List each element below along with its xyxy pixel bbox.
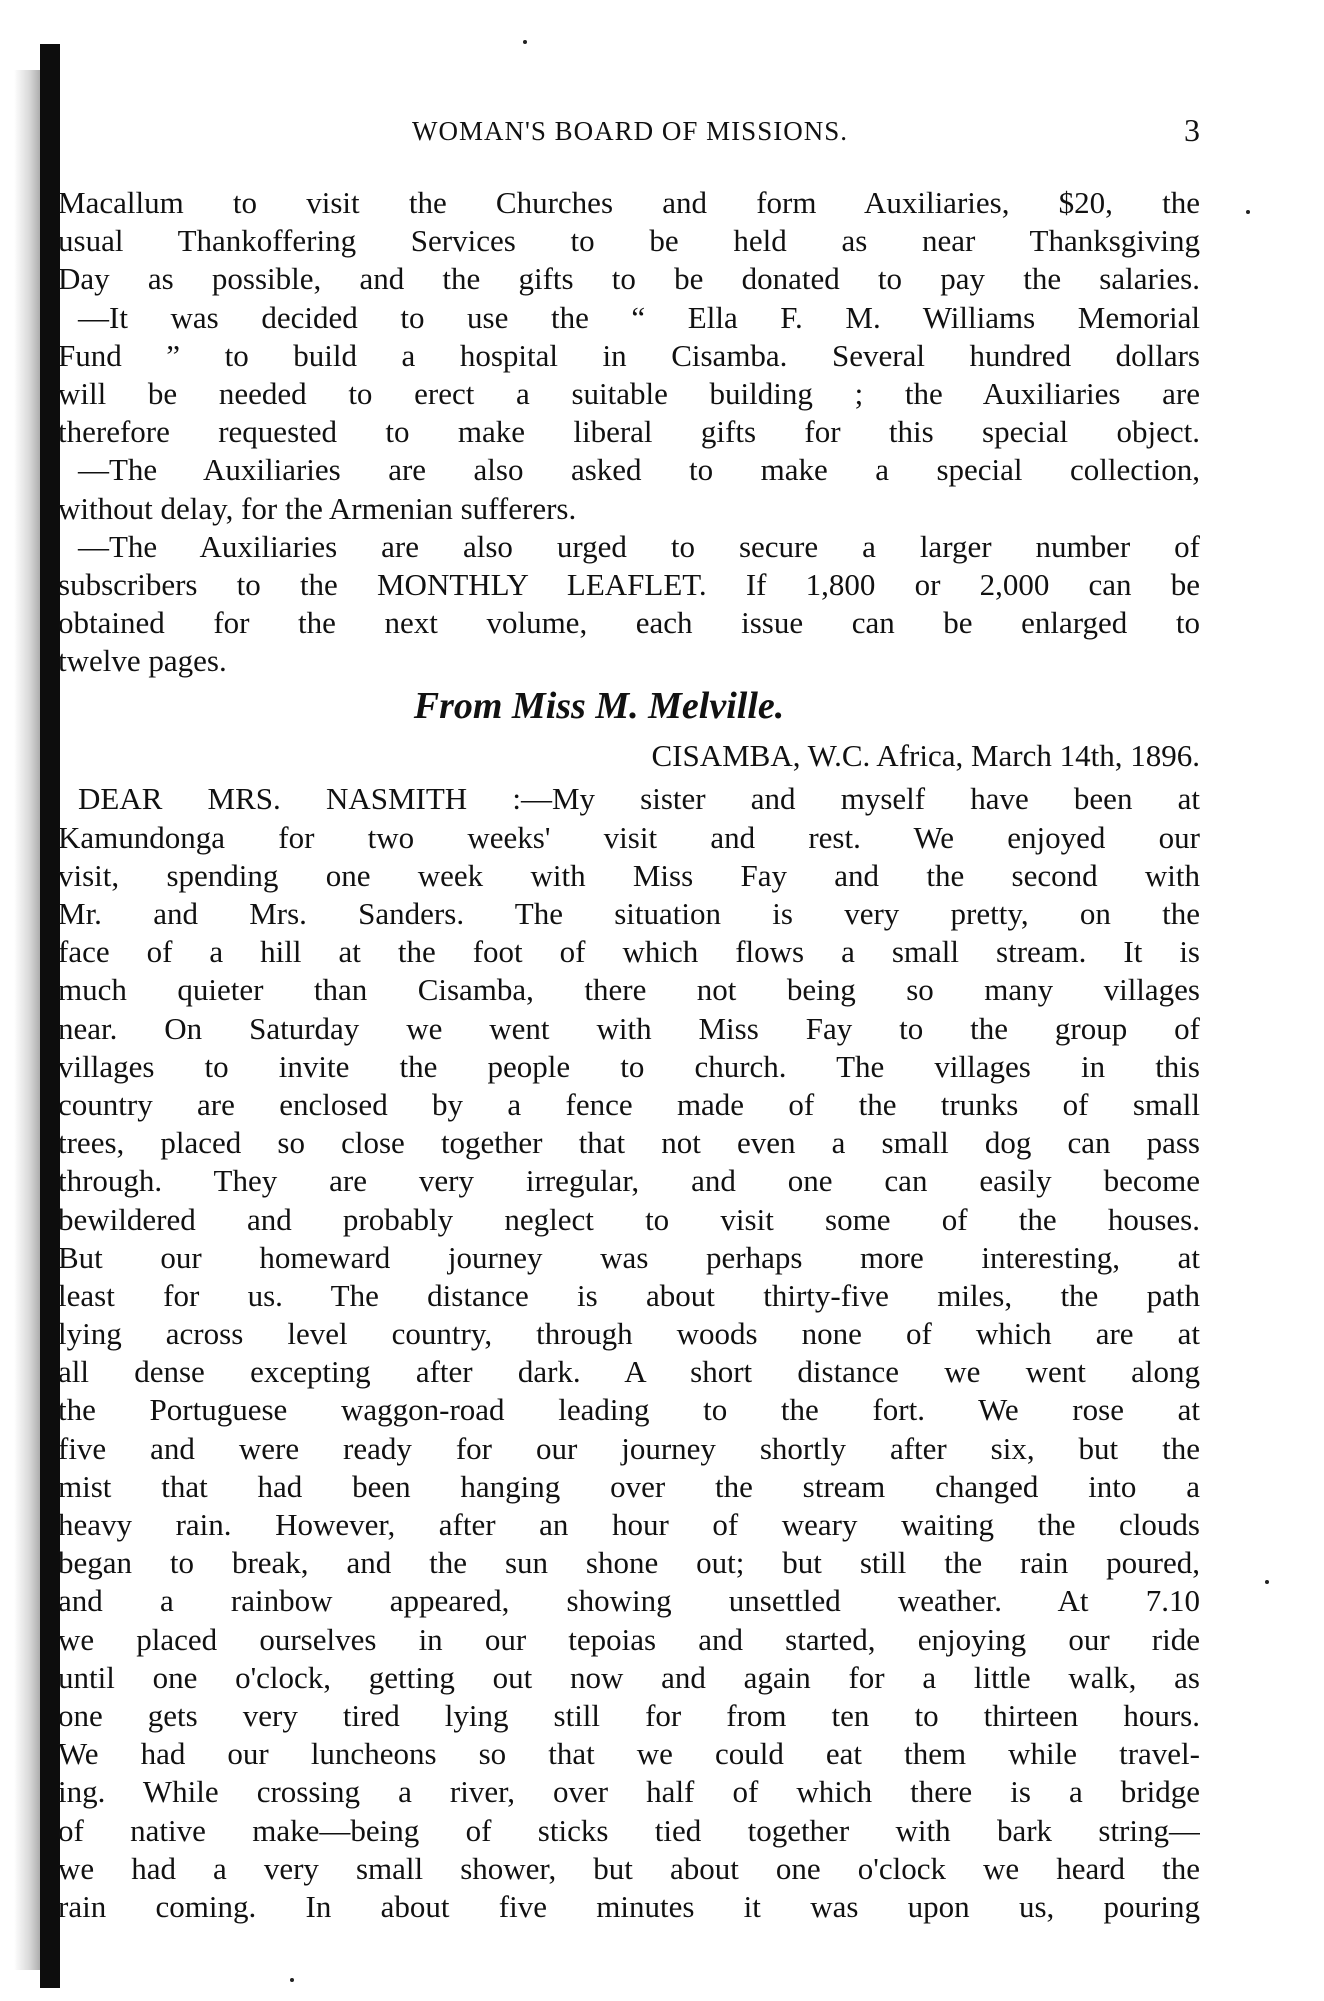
- text-line: —The Auxiliaries are also asked to make a special collection,: [78, 452, 1200, 488]
- text-line: twelve pages.: [58, 643, 227, 679]
- text-line: —The Auxiliaries are also urged to secure a larger number of: [78, 528, 1200, 564]
- text-line: villages to invite the people to church. The villages in this: [58, 1048, 1200, 1084]
- binding-shadow: [14, 70, 40, 1970]
- text-line: trees, placed so close together that not even a small dog can pass: [58, 1125, 1200, 1161]
- text-line: We had our luncheons so that we could eat them while travel-: [58, 1736, 1200, 1772]
- text-line: all dense excepting after dark. A short distance we went along: [58, 1354, 1200, 1390]
- text-line: near. On Saturday we went with Miss Fay to the group of: [58, 1010, 1200, 1046]
- binding-edge: [40, 44, 60, 1988]
- text-line: obtained for the next volume, each issue can be enlarged to: [58, 605, 1200, 641]
- text-line: Mr. and Mrs. Sanders. The situation is very pretty, on the: [58, 896, 1200, 931]
- text-line: without delay, for the Armenian sufferers.: [58, 490, 577, 526]
- text-line: began to break, and the sun shone out; but still the rain poured,: [58, 1545, 1200, 1581]
- text-line: much quieter than Cisamba, there not being so many villages: [58, 972, 1200, 1008]
- text-line: bewildered and probably neglect to visit some of the houses.: [58, 1201, 1200, 1237]
- salutation: DEAR MRS. NASMITH :: [78, 781, 521, 817]
- text-line: Kamundonga for two weeks' visit and rest. We enjoyed our: [58, 819, 1200, 855]
- text-line: we placed ourselves in our tepoias and started, enjoying our ride: [58, 1621, 1200, 1657]
- body-text: [58, 184, 1200, 1926]
- text-line: therefore requested to make liberal gifts for this special object.: [58, 414, 1200, 450]
- text-line: we had a very small shower, but about one o'clock we heard the: [58, 1850, 1200, 1886]
- dateline: CISAMBA, W.C. Africa, March 14th, 1896.: [651, 738, 1200, 774]
- text-line: face of a hill at the foot of which flows a small stream. It is: [58, 934, 1200, 970]
- text-line: until one o'clock, getting out now and again for a little walk, as: [58, 1659, 1200, 1695]
- text-line: the Portuguese waggon-road leading to the fort. We rose at: [58, 1392, 1200, 1428]
- text-line: lying across level country, through woods none of which are at: [58, 1316, 1200, 1352]
- text-line: rain coming. In about five minutes it was upon us, pouring: [58, 1888, 1200, 1924]
- text-line: usual Thankoffering Services to be held as near Thanksgiving: [58, 223, 1200, 259]
- running-head: [60, 112, 1200, 152]
- section-heading: From Miss M. Melville.: [413, 685, 785, 728]
- text-line: and a rainbow appeared, showing unsettled weather. At 7.10: [58, 1583, 1200, 1619]
- text-line: country are enclosed by a fence made of the trunks of small: [58, 1086, 1200, 1122]
- ink-speck: [1246, 210, 1250, 214]
- text-line: Fund ” to build a hospital in Cisamba. Several hundred dollars: [58, 337, 1200, 373]
- letter-opening-line: [58, 780, 1200, 818]
- text-line: five and were ready for our journey shortly after six, but the: [58, 1430, 1200, 1466]
- text-line: through. They are very irregular, and one can easily become: [58, 1163, 1200, 1199]
- text-line: visit, spending one week with Miss Fay and the second with: [58, 857, 1200, 893]
- ink-speck: [523, 40, 527, 44]
- text-line: least for us. The distance is about thirty-five miles, the path: [58, 1277, 1200, 1313]
- running-title: WOMAN'S BOARD OF MISSIONS.: [412, 116, 848, 146]
- letter-opening-rest: —My sister and myself have been at: [520, 781, 1200, 817]
- text-line: ing. While crossing a river, over half of which there is a bridge: [58, 1774, 1200, 1810]
- text-line: one gets very tired lying still for from ten to thirteen hours.: [58, 1697, 1200, 1733]
- text-line: subscribers to the MONTHLY LEAFLET. If 1,800 or 2,000 can be: [58, 566, 1200, 602]
- ink-speck: [290, 1978, 294, 1982]
- text-line: heavy rain. However, after an hour of weary waiting the clouds: [58, 1507, 1200, 1542]
- text-line: of native make—being of sticks tied together with bark string—: [58, 1812, 1200, 1848]
- ink-speck: [1265, 1580, 1269, 1584]
- text-line: —It was decided to use the “ Ella F. M. Williams Memorial: [78, 299, 1200, 335]
- text-line: will be needed to erect a suitable building ; the Auxiliaries are: [58, 375, 1200, 411]
- page-number: 3: [1184, 112, 1200, 148]
- text-line: mist that had been hanging over the stream changed into a: [58, 1468, 1200, 1504]
- text-line: Day as possible, and the gifts to be donated to pay the salaries.: [58, 261, 1200, 297]
- text-line: Macallum to visit the Churches and form Auxiliaries, $20, the: [58, 185, 1200, 220]
- text-line: But our homeward journey was perhaps more interesting, at: [58, 1239, 1200, 1275]
